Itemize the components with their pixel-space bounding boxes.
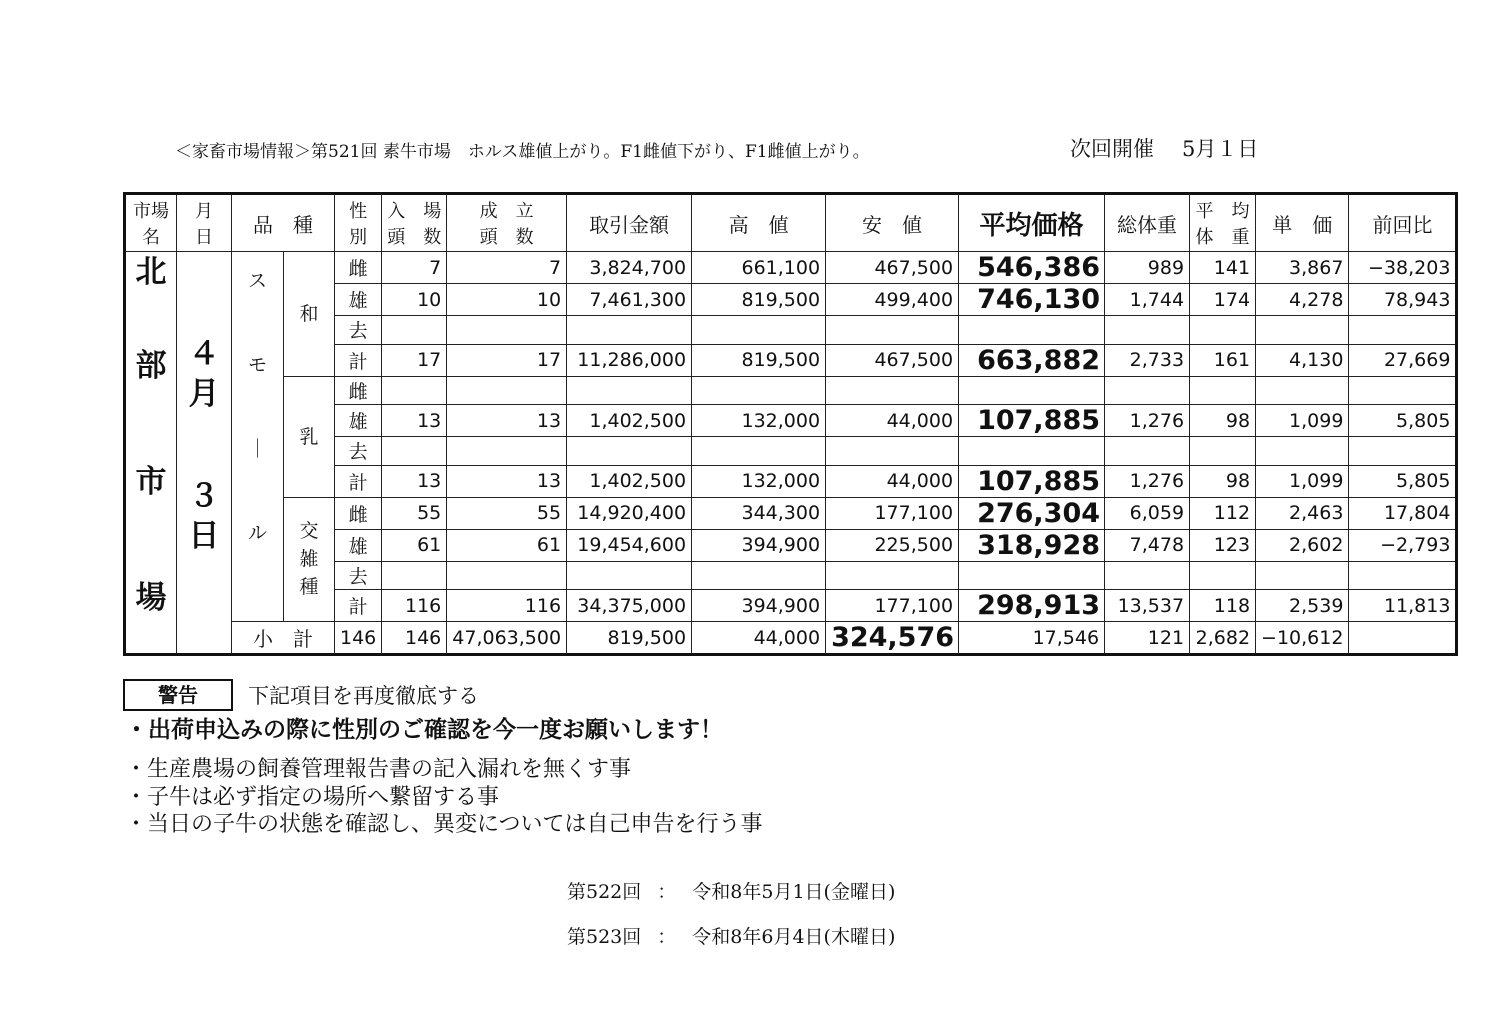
schedule-item: 第522回 ： 令和8年5月1日(金曜日) bbox=[567, 881, 896, 903]
header-date: 月 日 bbox=[177, 194, 232, 252]
header-high: 高 値 bbox=[692, 194, 826, 252]
next-session-label: 次回開催 bbox=[1070, 137, 1154, 161]
low-cell: 225,500 bbox=[826, 529, 959, 561]
amount-cell bbox=[567, 376, 692, 405]
sex-cell: 雄 bbox=[335, 529, 382, 561]
low-cell bbox=[826, 316, 959, 345]
entry-cell: 7 bbox=[382, 252, 447, 284]
avg-weight-cell bbox=[1190, 561, 1256, 590]
high-cell: 132,000 bbox=[692, 405, 826, 437]
high-cell: 819,500 bbox=[692, 284, 826, 316]
low-cell: 44,000 bbox=[826, 465, 959, 497]
prev-diff-cell: 17,804 bbox=[1349, 497, 1457, 529]
total-weight-cell: 1,744 bbox=[1105, 284, 1190, 316]
high-cell bbox=[692, 376, 826, 405]
sex-cell: 去 bbox=[335, 437, 382, 466]
avg-price-cell: 298,913 bbox=[959, 590, 1105, 622]
prev-diff-cell: 5,805 bbox=[1349, 405, 1457, 437]
avg-weight-cell: 121 bbox=[1105, 622, 1190, 655]
notice-item: ・生産農場の飼養管理報告書の記入漏れを無くす事 bbox=[125, 757, 632, 782]
amount-cell: 19,454,600 bbox=[567, 529, 692, 561]
unit-price-cell: 2,682 bbox=[1190, 622, 1256, 655]
sold-cell bbox=[447, 316, 567, 345]
unit-price-cell: 4,278 bbox=[1256, 284, 1349, 316]
header-prev: 前回比 bbox=[1349, 194, 1457, 252]
notice-item: ・子牛は必ず指定の場所へ繋留する事 bbox=[125, 785, 500, 810]
sold-cell: 116 bbox=[447, 590, 567, 622]
sold-cell: 13 bbox=[447, 405, 567, 437]
sold-cell: 10 bbox=[447, 284, 567, 316]
low-cell: 467,500 bbox=[826, 252, 959, 284]
prev-diff-cell bbox=[1349, 437, 1457, 466]
avg-price-cell: 107,885 bbox=[959, 405, 1105, 437]
amount-cell bbox=[567, 316, 692, 345]
avg-price-cell bbox=[959, 376, 1105, 405]
entry-cell bbox=[382, 561, 447, 590]
entry-cell: 55 bbox=[382, 497, 447, 529]
header-breed: 品 種 bbox=[232, 194, 335, 252]
warning-heading: 下記項目を再度徹底する bbox=[248, 684, 479, 708]
header-sold: 成 立 頭 数 bbox=[447, 194, 567, 252]
amount-cell: 1,402,500 bbox=[567, 465, 692, 497]
high-cell: 132,000 bbox=[692, 465, 826, 497]
table-header-row bbox=[125, 194, 1457, 252]
header-unit-price: 単 価 bbox=[1256, 194, 1349, 252]
amount-cell bbox=[567, 561, 692, 590]
total-weight-cell: 7,478 bbox=[1105, 529, 1190, 561]
warning-badge: 警告 bbox=[123, 679, 233, 711]
entry-cell: 10 bbox=[382, 284, 447, 316]
low-cell: 467,500 bbox=[826, 344, 959, 376]
low-cell: 177,100 bbox=[826, 590, 959, 622]
sold-cell: 61 bbox=[447, 529, 567, 561]
market-name: 北 部 市 場 bbox=[125, 252, 177, 655]
entry-cell: 13 bbox=[382, 405, 447, 437]
high-cell: 394,900 bbox=[692, 590, 826, 622]
sex-cell: 雌 bbox=[335, 497, 382, 529]
schedule-item: 第523回 ： 令和8年6月4日(木曜日) bbox=[567, 926, 896, 948]
avg-weight-cell bbox=[1190, 376, 1256, 405]
sex-cell: 計 bbox=[335, 344, 382, 376]
unit-price-cell bbox=[1256, 316, 1349, 345]
subtotal-label: 小 計 bbox=[232, 622, 335, 655]
next-session-date: 5月１日 bbox=[1182, 137, 1259, 161]
market-results-table bbox=[123, 192, 1458, 656]
total-weight-cell: 13,537 bbox=[1105, 590, 1190, 622]
low-cell bbox=[826, 437, 959, 466]
prev-diff-cell: 78,943 bbox=[1349, 284, 1457, 316]
total-weight-cell bbox=[1105, 437, 1190, 466]
unit-price-cell bbox=[1256, 437, 1349, 466]
breed-1: 乳 bbox=[284, 376, 335, 497]
high-cell: 819,500 bbox=[692, 344, 826, 376]
avg-price-cell: 546,386 bbox=[959, 252, 1105, 284]
sold-cell: 7 bbox=[447, 252, 567, 284]
high-cell: 661,100 bbox=[692, 252, 826, 284]
amount-cell: 14,920,400 bbox=[567, 497, 692, 529]
total-weight-cell: 989 bbox=[1105, 252, 1190, 284]
avg-weight-cell: 141 bbox=[1190, 252, 1256, 284]
breed-0: 和 bbox=[284, 252, 335, 377]
notice-item: ・当日の子牛の状態を確認し、異変については自己申告を行う事 bbox=[125, 812, 763, 837]
sex-cell: 雌 bbox=[335, 376, 382, 405]
sex-cell: 去 bbox=[335, 561, 382, 590]
sold-cell: 55 bbox=[447, 497, 567, 529]
avg-price-cell: 746,130 bbox=[959, 284, 1105, 316]
prev-diff-cell: 27,669 bbox=[1349, 344, 1457, 376]
sex-cell: 去 bbox=[335, 316, 382, 345]
avg-price-cell bbox=[959, 561, 1105, 590]
amount-cell: 47,063,500 bbox=[447, 622, 567, 655]
unit-price-cell: 2,539 bbox=[1256, 590, 1349, 622]
next-session bbox=[1070, 133, 1258, 163]
entry-cell bbox=[382, 437, 447, 466]
avg-price-cell: 276,304 bbox=[959, 497, 1105, 529]
header-amount: 取引金額 bbox=[567, 194, 692, 252]
amount-cell: 7,461,300 bbox=[567, 284, 692, 316]
total-weight-cell: 2,733 bbox=[1105, 344, 1190, 376]
total-weight-cell: 1,276 bbox=[1105, 465, 1190, 497]
entry-cell bbox=[382, 376, 447, 405]
entry-cell: 146 bbox=[335, 622, 382, 655]
total-weight-cell: 1,276 bbox=[1105, 405, 1190, 437]
unit-price-cell: 1,099 bbox=[1256, 465, 1349, 497]
high-cell: 394,900 bbox=[692, 529, 826, 561]
header-sex: 性 別 bbox=[335, 194, 382, 252]
unit-price-cell: 2,463 bbox=[1256, 497, 1349, 529]
avg-weight-cell: 118 bbox=[1190, 590, 1256, 622]
unit-price-cell bbox=[1256, 376, 1349, 405]
entry-cell: 17 bbox=[382, 344, 447, 376]
prev-diff-cell: −2,793 bbox=[1349, 529, 1457, 561]
avg-price-cell bbox=[959, 316, 1105, 345]
table-row bbox=[125, 497, 1457, 529]
header-market: 市場 名 bbox=[125, 194, 177, 252]
avg-weight-cell bbox=[1190, 437, 1256, 466]
table-row bbox=[125, 252, 1457, 284]
amount-cell bbox=[567, 437, 692, 466]
sold-cell bbox=[447, 376, 567, 405]
avg-weight-cell: 123 bbox=[1190, 529, 1256, 561]
avg-weight-cell: 161 bbox=[1190, 344, 1256, 376]
amount-cell: 1,402,500 bbox=[567, 405, 692, 437]
low-cell: 44,000 bbox=[692, 622, 826, 655]
entry-cell: 13 bbox=[382, 465, 447, 497]
prev-diff-cell bbox=[1349, 561, 1457, 590]
avg-weight-cell: 174 bbox=[1190, 284, 1256, 316]
total-weight-cell: 6,059 bbox=[1105, 497, 1190, 529]
header-entry: 入 場 頭 数 bbox=[382, 194, 447, 252]
table-row bbox=[125, 376, 1457, 405]
total-weight-cell bbox=[1105, 376, 1190, 405]
category-small: ス モ ｜ ル bbox=[232, 252, 284, 622]
sold-cell: 13 bbox=[447, 465, 567, 497]
market-date: ４ 月 ３ 日 bbox=[177, 252, 232, 655]
header-avg: 平均価格 bbox=[959, 194, 1105, 252]
notice-item: ・出荷申込みの際に性別のご確認を今一度お願いします！ bbox=[125, 717, 723, 743]
avg-price-cell bbox=[959, 437, 1105, 466]
unit-price-cell: 1,099 bbox=[1256, 405, 1349, 437]
unit-price-cell bbox=[1256, 561, 1349, 590]
sex-cell: 雄 bbox=[335, 405, 382, 437]
sold-cell bbox=[447, 561, 567, 590]
avg-weight-cell bbox=[1190, 316, 1256, 345]
prev-diff-cell: 5,805 bbox=[1349, 465, 1457, 497]
sex-cell: 雄 bbox=[335, 284, 382, 316]
high-cell bbox=[692, 561, 826, 590]
total-weight-cell bbox=[1105, 561, 1190, 590]
avg-price-cell: 107,885 bbox=[959, 465, 1105, 497]
page-title: ＜家畜市場情報＞第521回 素牛市場 ホルス雄値上がり。F1雌値下がり、F1雌値上がり。 bbox=[175, 142, 870, 162]
low-cell: 44,000 bbox=[826, 405, 959, 437]
sex-cell: 計 bbox=[335, 465, 382, 497]
sold-cell: 17 bbox=[447, 344, 567, 376]
breed-2: 交 雑 種 bbox=[284, 497, 335, 622]
amount-cell: 3,824,700 bbox=[567, 252, 692, 284]
high-cell bbox=[692, 316, 826, 345]
high-cell: 344,300 bbox=[692, 497, 826, 529]
entry-cell: 61 bbox=[382, 529, 447, 561]
low-cell bbox=[826, 561, 959, 590]
unit-price-cell: 3,867 bbox=[1256, 252, 1349, 284]
prev-diff-cell bbox=[1349, 376, 1457, 405]
low-cell bbox=[826, 376, 959, 405]
header-total-weight: 総体重 bbox=[1105, 194, 1190, 252]
sex-cell: 計 bbox=[335, 590, 382, 622]
low-cell: 177,100 bbox=[826, 497, 959, 529]
subtotal-row bbox=[125, 622, 1457, 655]
prev-diff-cell: −10,612 bbox=[1256, 622, 1349, 655]
sex-cell: 雌 bbox=[335, 252, 382, 284]
avg-price-cell: 318,928 bbox=[959, 529, 1105, 561]
header-low: 安 値 bbox=[826, 194, 959, 252]
avg-weight-cell: 98 bbox=[1190, 465, 1256, 497]
high-cell: 819,500 bbox=[567, 622, 692, 655]
prev-diff-cell: 11,813 bbox=[1349, 590, 1457, 622]
amount-cell: 34,375,000 bbox=[567, 590, 692, 622]
entry-cell bbox=[382, 316, 447, 345]
prev-diff-cell: −38,203 bbox=[1349, 252, 1457, 284]
high-cell bbox=[692, 437, 826, 466]
amount-cell: 11,286,000 bbox=[567, 344, 692, 376]
avg-price-cell: 324,576 bbox=[826, 622, 959, 655]
avg-weight-cell: 98 bbox=[1190, 405, 1256, 437]
unit-price-cell: 4,130 bbox=[1256, 344, 1349, 376]
sold-cell: 146 bbox=[382, 622, 447, 655]
entry-cell: 116 bbox=[382, 590, 447, 622]
avg-weight-cell: 112 bbox=[1190, 497, 1256, 529]
total-weight-cell bbox=[1105, 316, 1190, 345]
prev-diff-cell bbox=[1349, 316, 1457, 345]
low-cell: 499,400 bbox=[826, 284, 959, 316]
unit-price-cell: 2,602 bbox=[1256, 529, 1349, 561]
avg-price-cell: 663,882 bbox=[959, 344, 1105, 376]
total-weight-cell: 17,546 bbox=[959, 622, 1105, 655]
sold-cell bbox=[447, 437, 567, 466]
header-avg-weight: 平 均 体 重 bbox=[1190, 194, 1256, 252]
